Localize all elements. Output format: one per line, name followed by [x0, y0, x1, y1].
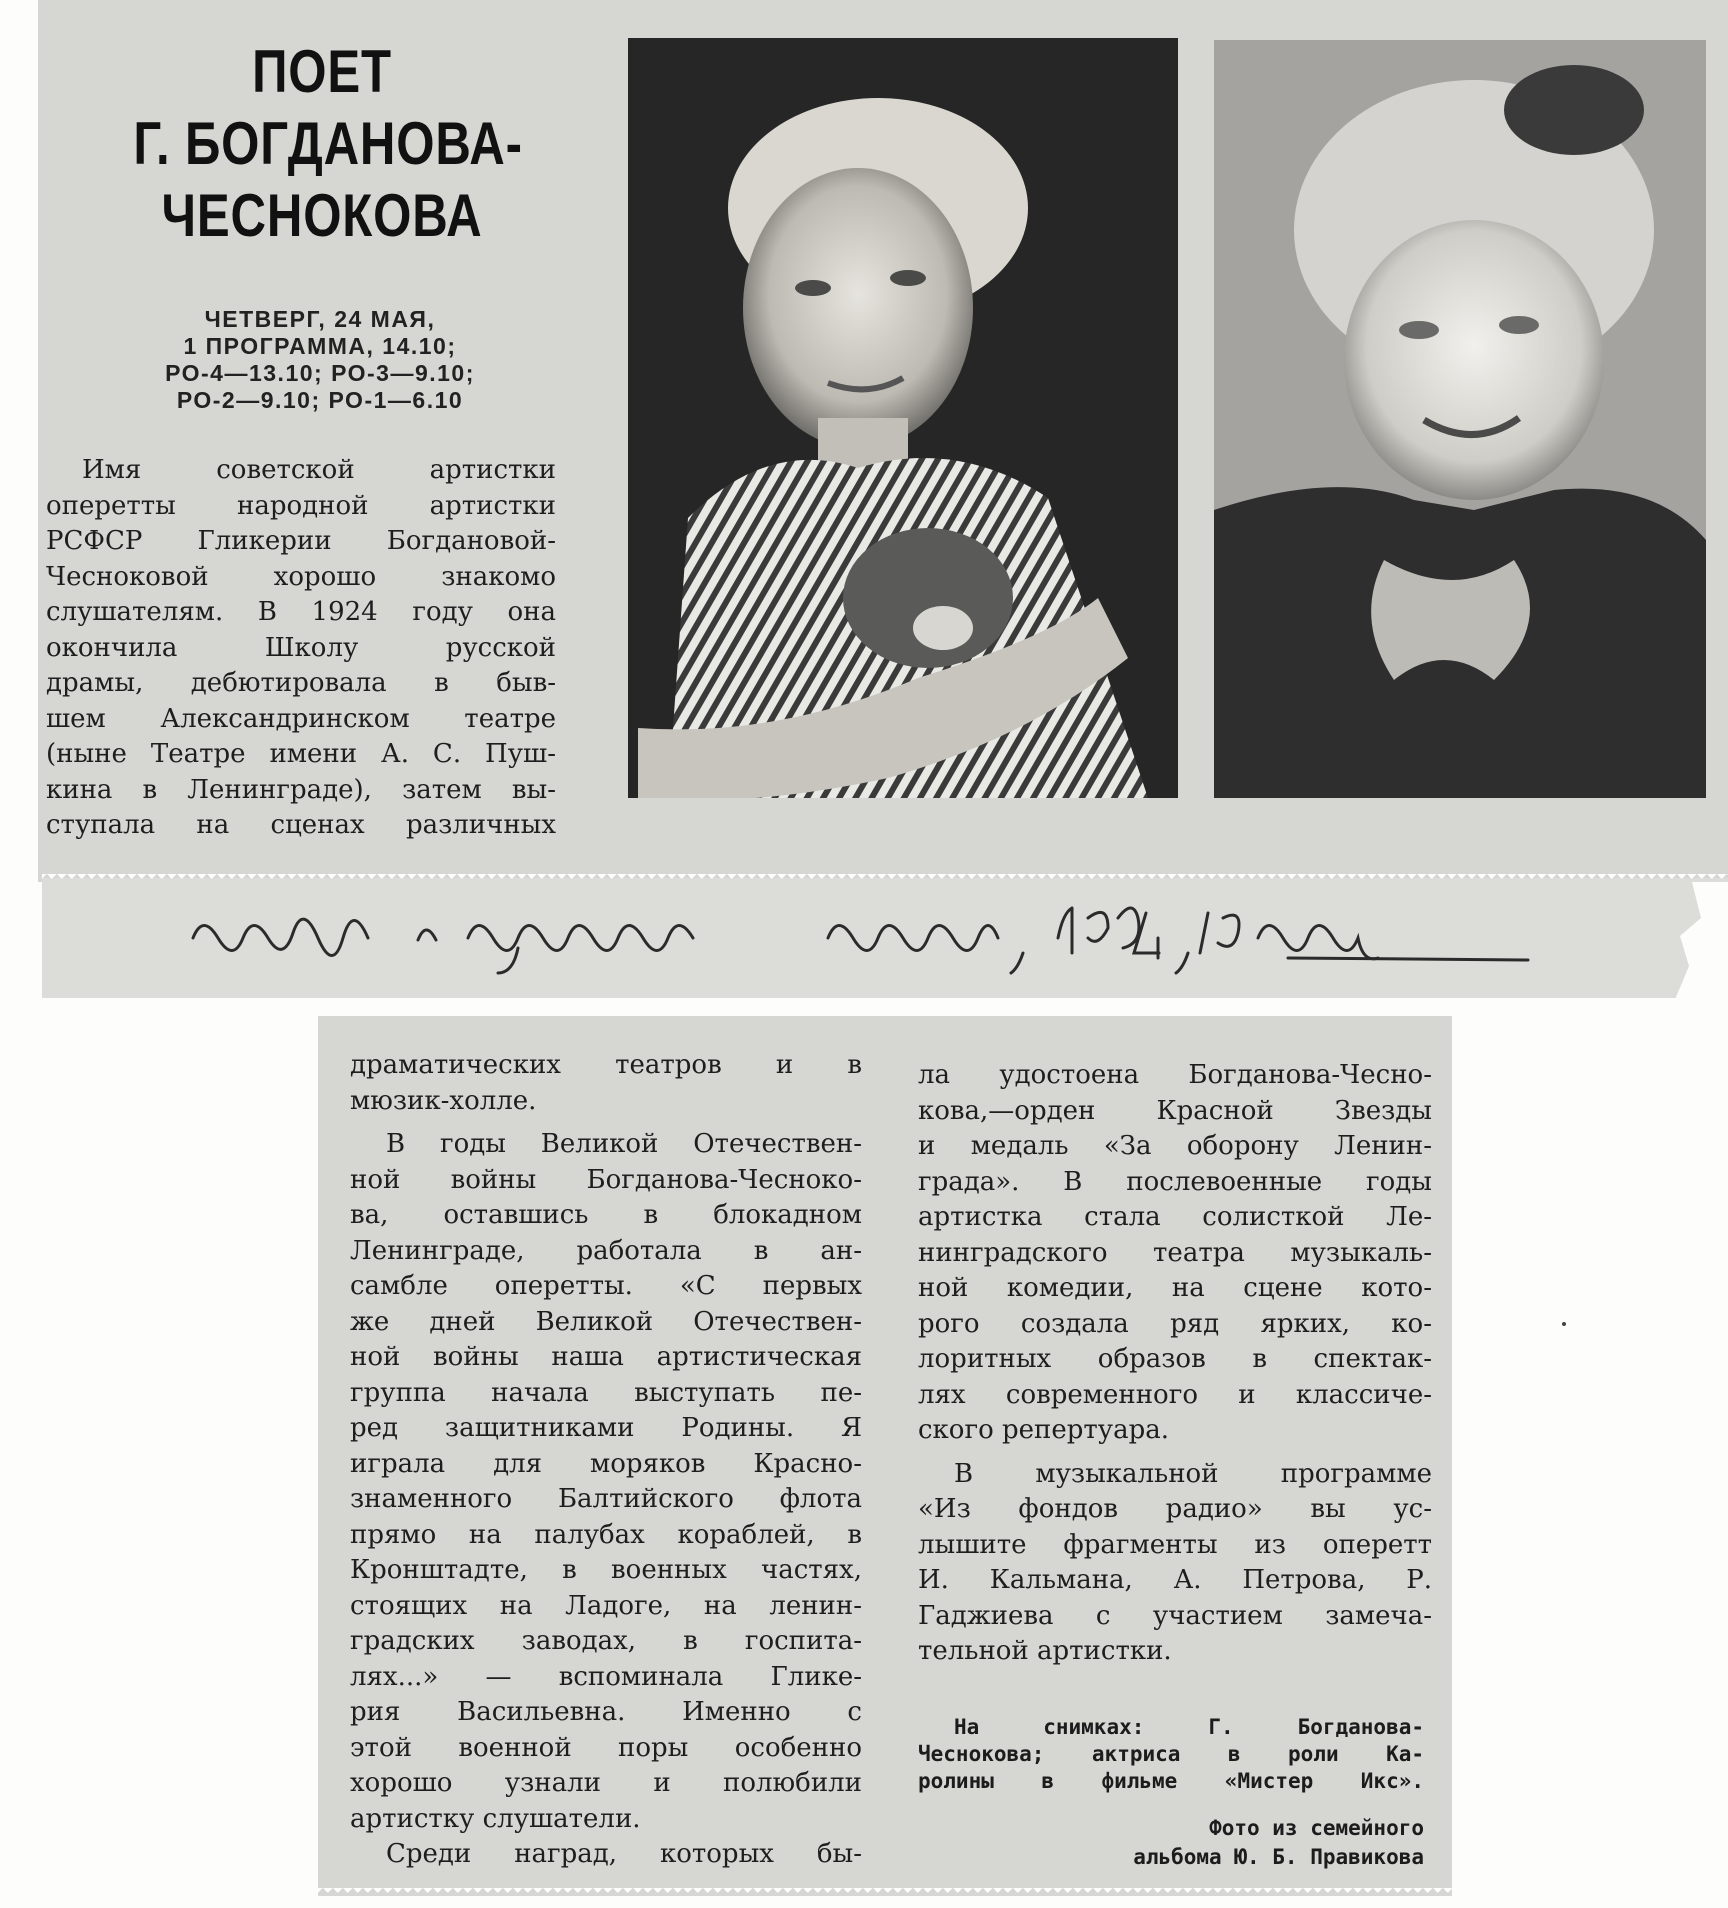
text-line: И. Кальмана, А. Петрова, Р.	[918, 1565, 1432, 1595]
handwriting-scribble	[188, 898, 1638, 978]
clipping-cut-edge-bottom	[318, 1888, 1452, 1896]
text-line: Ленинграде, работала в ан-	[350, 1235, 862, 1266]
text-line: града». В послевоенные годы	[918, 1166, 1432, 1197]
text-line: шем Александринском театре	[46, 703, 556, 734]
text-line: играла для моряков Красно-	[350, 1448, 862, 1479]
text-line: Среди наград, которых бы-	[386, 1839, 862, 1869]
text-line: ной комедии, на сцене кото-	[918, 1273, 1432, 1303]
text-line: В музыкальной программе	[954, 1458, 1432, 1489]
broadcast-schedule	[110, 306, 530, 414]
text-line: стоящих на Ладоге, на ленин-	[350, 1590, 862, 1621]
text-line: лышите фрагменты из оперетт	[918, 1529, 1432, 1560]
text-line: Имя советской артистки	[82, 455, 556, 485]
text-line: градских заводах, в госпита-	[350, 1626, 862, 1656]
caption-line: ролины в фильме «Мистер Икс».	[918, 1769, 1424, 1793]
clipping-cut-edge	[42, 874, 1728, 882]
text-line: кова,—орден Красной Звезды	[918, 1095, 1432, 1126]
text-line: самбле оперетты. «С первых	[350, 1271, 862, 1301]
text-line: прямо на палубах кораблей, в	[350, 1519, 862, 1550]
schedule-line: РО-2—9.10; РО-1—6.10	[176, 387, 464, 413]
photo-film-still	[1214, 40, 1706, 798]
text-line: ной войны Богданова-Чеснoко-	[350, 1164, 862, 1195]
caption-line: На снимках: Г. Богданова-	[954, 1715, 1424, 1739]
text-line: драмы, дебютировала в быв-	[46, 668, 556, 698]
headline-line: ПОЕТ	[252, 38, 392, 105]
headline-line: ЧЕСНОКОВА	[161, 182, 483, 249]
schedule-line: ЧЕТВЕРГ, 24 МАЯ,	[204, 306, 436, 332]
article-intro-column	[46, 453, 556, 844]
text-line: артистка стала солисткой Ле-	[918, 1202, 1432, 1232]
text-line: этой военной поры особенно	[350, 1732, 862, 1763]
text-line: рия Васильевна. Именно с	[350, 1697, 862, 1727]
text-line: кина в Ленинграде), затем вы-	[46, 774, 556, 805]
text-line: же дней Великой Отечествен-	[350, 1306, 862, 1337]
photo-credit	[1000, 1814, 1424, 1872]
article-column-2	[350, 1048, 862, 1873]
schedule-line: 1 ПРОГРАММА, 14.10;	[183, 333, 457, 359]
credit-line: Фото из семейного	[1209, 1816, 1424, 1840]
text-line: ной войны наша артистическая	[350, 1342, 862, 1372]
schedule-line: РО-4—13.10; РО-3—9.10;	[165, 360, 475, 386]
credit-line: альбома Ю. Б. Правикова	[1133, 1845, 1424, 1869]
text-line: лоритных образов в спектак-	[918, 1344, 1432, 1374]
handwritten-annotation	[188, 898, 1638, 978]
text-line: драматических театров и в	[350, 1050, 862, 1080]
text-line: В годы Великой Отечествен-	[386, 1129, 862, 1159]
text-line: (ныне Театре имени А. С. Пуш-	[46, 739, 556, 769]
text-line: Кронштадте, в военных частях,	[350, 1555, 862, 1585]
text-line: лях...» — вспоминала Глике-	[350, 1661, 862, 1692]
text-line: лях современного и классиче-	[918, 1379, 1432, 1410]
text-line: тельной артистки.	[918, 1636, 1172, 1666]
text-line: знаменного Балтийского флота	[350, 1484, 862, 1514]
text-line: оперетты народной артистки	[46, 490, 556, 521]
text-line: ступала на сценах различных	[46, 810, 556, 840]
text-line: «Из фондов радио» вы ус-	[918, 1494, 1432, 1524]
text-line: ва, оставшись в блокадном	[350, 1200, 862, 1230]
text-line: ред защитниками Родины. Я	[350, 1413, 862, 1443]
text-line: и медаль «За оборону Ленин-	[918, 1131, 1432, 1161]
text-line: ла удостоена Богданова-Чесно-	[918, 1060, 1432, 1090]
text-line: Чесноковой хорошо знакомо	[46, 561, 556, 592]
headline-line: Г. БОГДАНОВА-	[133, 110, 523, 177]
text-line: группа начала выступать пе-	[350, 1377, 862, 1408]
text-line: мюзик-холле.	[350, 1085, 537, 1116]
photo-portrait-with-cat	[628, 38, 1178, 798]
text-line: нинградского театра музыкаль-	[918, 1237, 1432, 1268]
text-line: Гаджиева с участием замеча-	[918, 1600, 1432, 1631]
text-line: РСФСР Гликерии Богдановой-	[46, 526, 556, 556]
text-line: ского репертуара.	[918, 1415, 1169, 1445]
ink-speck	[1562, 1322, 1566, 1326]
text-line: артистку слушатели.	[350, 1803, 641, 1834]
text-line: окончила Школу русской	[46, 632, 556, 663]
text-line: слушателям. В 1924 году она	[46, 597, 556, 627]
article-headline	[133, 36, 523, 252]
text-line: рого создала ряд ярких, ко-	[918, 1308, 1432, 1339]
caption-line: Чеснокова; актриса в роли Ка-	[918, 1742, 1424, 1766]
text-line: хорошо узнали и полюбили	[350, 1768, 862, 1798]
photo-caption	[918, 1714, 1424, 1795]
article-column-3	[918, 1058, 1432, 1670]
